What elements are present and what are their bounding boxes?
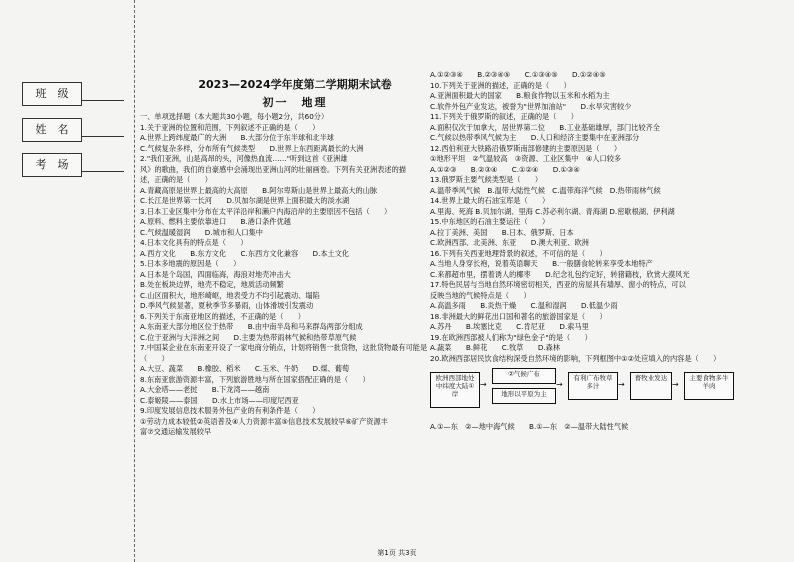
text-line: A.温带季风气候 B.温带大陆性气候 C.温带海洋气候 D.热带雨林气候 [430, 185, 661, 195]
text-line: A.日本是个岛国，四面临海，海浪对地壳冲击大 [140, 269, 291, 279]
text-line: A.苏丹 B.埃塞比克 C.肯尼亚 D.索马里 [430, 322, 589, 331]
diagram-box-5: 畜牧业发达 [630, 372, 672, 400]
page-footer: 第1页 共3页 [377, 549, 417, 557]
left-column [140, 112, 430, 438]
text-line: A.①②③④ B.②③④⑤ C.①③④⑤ D.①②④⑤ [430, 70, 606, 79]
text-line: 4.日本文化具有的特点是（ ） [140, 238, 248, 247]
text-line: 10.下列关于亚洲的描述，正确的是（ ） [430, 80, 571, 90]
text-line: A.拉丁美洲、美国 B.日本、俄罗斯、日本 [430, 227, 574, 237]
text-line: C.山区面积大，地形崎岖，地表受力不均引起震动、塌陷 [140, 290, 320, 300]
diagram-box-4: 有利广布牧草多汁 [568, 372, 618, 400]
cut-line [134, 0, 135, 562]
text-line: 16.下列有关西亚地理背景的叙述，不可信的是（ ） [430, 248, 607, 258]
text-line: 1.关于亚洲的位置和范围，下列叙述不正确的是（ ） [140, 122, 320, 132]
text-line: 风》的歌曲，我们的自豪感中会涌现出亚洲山河的壮丽画卷。下列有关亚洲表述的描 [140, 164, 406, 174]
diagram-box-1: 欧洲西部地处中纬度大陆①岸 [430, 372, 480, 408]
exam-subtitle: 初一 地理 [262, 96, 328, 109]
text-line: 2."我们亚洲，山是高昂的头，河像热血流……"听到这首《亚洲雄 [140, 154, 348, 163]
text-line: C.气候温暖湿润 D.城市和人口集中 [140, 227, 263, 237]
text-line: 6.下列关于东南亚地区的描述，不正确的是（ ） [140, 311, 305, 321]
text-line: A.大金塔——老挝 B.下龙湾——越南 [140, 385, 270, 394]
text-line: 12.西伯利亚大铁路沿俄罗斯南部修建的主要原因是（ ） [430, 143, 622, 153]
text-line: A.①—东 ②—地中海气候 B.①—东 ②—温带大陆性气候 [430, 422, 629, 431]
text-line: D.季风气候显著，夏秋季节多暴雨，山体滑坡引发震动 [140, 301, 314, 310]
class-field[interactable] [82, 100, 124, 101]
class-label: 班 级 [22, 82, 82, 106]
text-line: ①地形平坦 ②气温较高 ③资源、工业区集中 ④人口较多 [430, 154, 622, 163]
text-line: C.气候复杂多样，分布所有气候类型 D.世界上东西距离最长的大洲 [140, 143, 364, 153]
text-line: A.亚洲面积最大的国家 B.粮食作物以玉米和水稻为主 [430, 91, 610, 100]
text-line: 18.非洲最大的鲜花出口国和著名的旅游国家是（ ） [430, 311, 607, 321]
text-line: 7.中国某企业在东南亚开设了一家电商分销点，计划将销售一批货物，这批货物最有可能是（ ） [140, 343, 428, 363]
name-label: 姓 名 [22, 118, 82, 142]
arrow-icon: → [556, 380, 563, 389]
text-line: 13.俄罗斯主要气候类型是（ ） [430, 175, 543, 184]
text-line: 15.中东地区的石油主要运往（ ） [430, 217, 550, 226]
text-line: C.气候以热带季风气候为主 D.人口和经济主要集中在亚洲部分 [430, 133, 640, 142]
room-label: 考 场 [22, 153, 82, 177]
text-line: A.面积仅次于加拿大，居世界第二位 B.工业基础雄厚，部门比较齐全 [430, 122, 660, 132]
arrow-icon: → [480, 380, 487, 389]
text-line: 20.欧洲西部居民饮食结构深受自然环境的影响，下列框图中①②处应填入的内容是（ ） [430, 353, 721, 363]
diagram-box-2: ②气候广布 [492, 368, 556, 384]
text-line: 一、单项选择题（本大题共30小题，每小题2分，共60分） [140, 112, 329, 121]
exam-title: 2023—2024学年度第二学期期末试卷 [198, 78, 392, 91]
text-line: A.原料、燃料主要依靠进口 B.港口条件优越 [140, 217, 291, 226]
binding-strip [14, 0, 140, 562]
diagram-box-6: 主要食物多牛羊肉 [684, 372, 734, 400]
text-line: C.来都超市里，摆着诱人的椰枣 D.纪念礼包约定好，转猪籍枝，欣赏大漠风光 [430, 269, 690, 279]
text-line: 5.日本多地震的原因是（ ） [140, 259, 241, 268]
text-line: A.高温多雨 B.炎热干燥 C.温和湿润 D.低温少雨 [430, 301, 618, 310]
text-line: A.青藏高原是世界上最高的大高原 B.阿尔卑斯山是世界上最高大的山脉 [140, 185, 378, 195]
text-line: 3.日本工业区集中分布在太平洋沿岸和濑户内海沿岸的主要原因不包括（ ） [140, 206, 392, 216]
diagram-box-3: 地形以平原为主 [492, 388, 556, 404]
text-line: 富⑦交通运输发展较早 [140, 427, 212, 436]
text-line: 19.在欧洲西部被人们称为"绿色金子"的是（ ） [430, 332, 592, 342]
text-line: A.大豆、蔬菜 B.橡胶、稻米 C.玉米、牛奶 D.煤、葡萄 [140, 364, 350, 373]
text-line: C.软件外包产业发达，被誉为"世界加油站" D.水旱灾害较少 [430, 101, 632, 111]
text-line: C.泰姬陵——泰国 D.水上市场——印度尼西亚 [140, 395, 299, 405]
text-line: A.当地人身穿长袍，说着英语聊天 B.一般膳食轮转来享受本地特产 [430, 259, 653, 268]
text-line: 11.下列关于俄罗斯的叙述，正确的是（ ） [430, 112, 578, 121]
text-line: C.欧洲西部、北美洲、东亚 D.澳大利亚、欧洲 [430, 238, 589, 247]
text-line: 反映当地的气候特点是（ ） [430, 290, 531, 300]
room-field[interactable] [82, 171, 124, 172]
text-line: ①劳动力成本较低②英语普及④人力资源丰富⑤信息技术发展较早⑥矿产资源丰 [140, 416, 388, 426]
arrow-icon: → [618, 380, 625, 389]
right-column [430, 70, 784, 433]
name-field[interactable] [82, 136, 124, 137]
text-line: B.处在板块边界，地壳不稳定，地质活动频繁 [140, 280, 284, 289]
text-line: C.长江是世界第一长河 D.贝加尔湖是世界上面积最大的淡水湖 [140, 196, 350, 205]
text-line: 述，正确的是（ ） [140, 175, 212, 184]
flow-diagram [430, 366, 784, 420]
text-line: A.世界上跨纬度最广的大洲 B.大部分位于东半球和北半球 [140, 133, 334, 142]
text-line: 17.特色民居与当地自然环境密切相关，西亚的房屋具有墙厚、窗小的特点，可以 [430, 280, 686, 289]
text-line: A.①②③ B.②③④ C.①②④ D.①③④ [430, 164, 580, 174]
text-line: 8.东南亚旅游资源丰富，下列旅游胜地与所在国家搭配正确的是（ ） [140, 374, 370, 384]
text-line: 14.世界上最大的石油宝库是（ ） [430, 196, 550, 205]
text-line: 9.印度发展信息技术服务外包产业的有利条件是（ ） [140, 406, 320, 415]
text-line: A.蔬菜 B.鲜花 C.牧草 D.森林 [430, 343, 561, 352]
text-line: A.西方文化 B.东方文化 C.东西方文化兼容 D.本土文化 [140, 248, 350, 258]
text-line: A.东南亚大部分地区位于热带 B.由中南半岛和马来群岛两部分组成 [140, 322, 363, 331]
text-line: C.位于亚洲与大洋洲之间 D.主要为热带雨林气候和热带草原气候 [140, 332, 357, 342]
text-line: A.里海、死海 B.贝加尔湖、里海 C.苏必利尔湖、青海湖 D.密歇根湖、伊利湖 [430, 206, 675, 216]
arrow-icon: → [672, 380, 679, 389]
